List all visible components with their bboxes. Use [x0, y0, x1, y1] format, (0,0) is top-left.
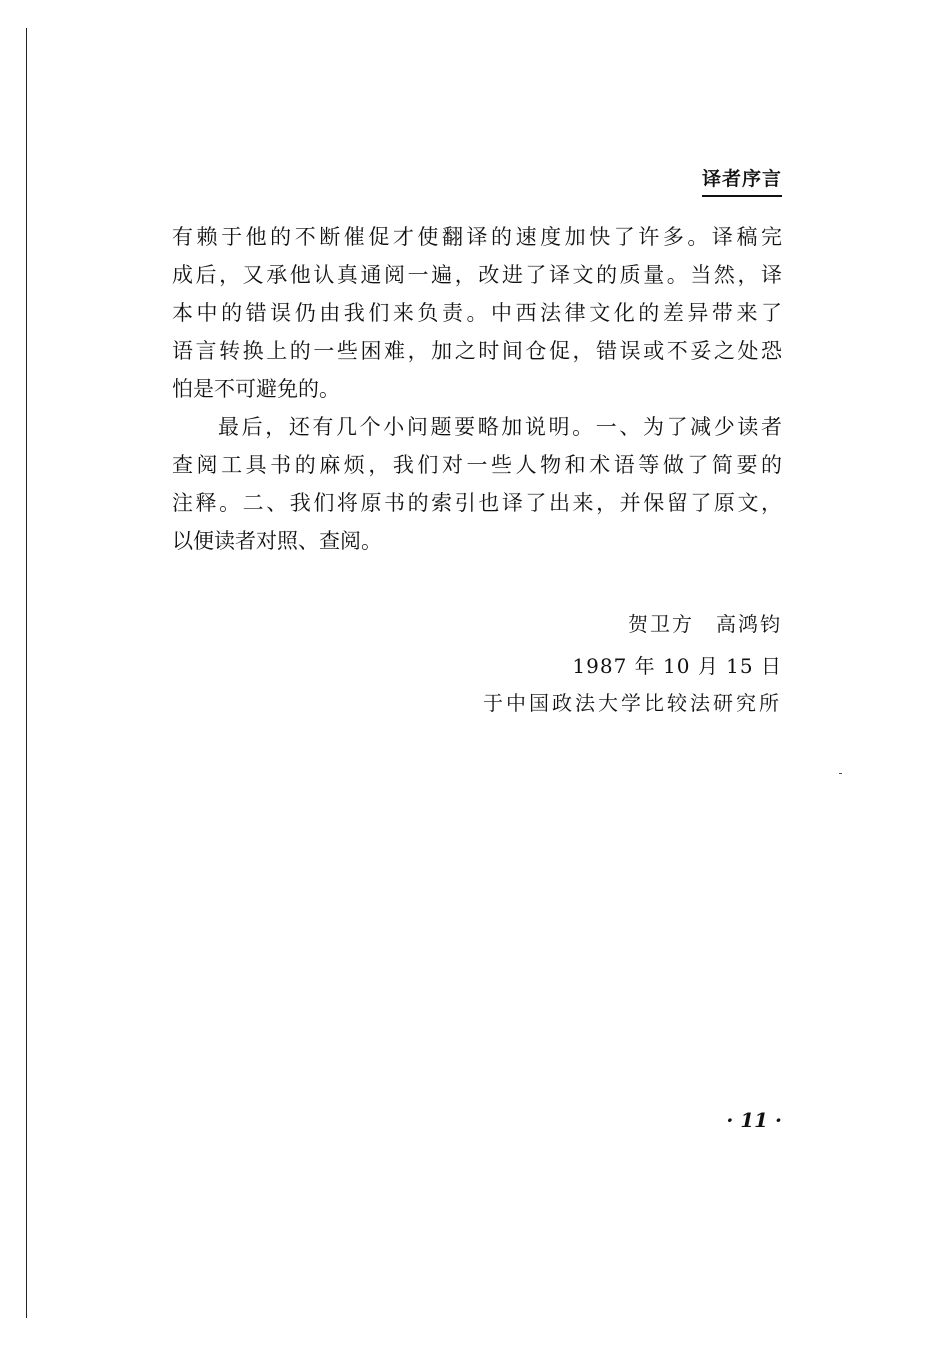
page-binding-line — [26, 28, 27, 1318]
text-line: 最后，还有几个小问题要略加说明。一、为了减少读者 — [218, 415, 782, 439]
signature-date: 1987 年 10 月 15 日 — [572, 654, 782, 678]
text-line: 成后，又承他认真通阅一遍，改进了译文的质量。当然，译 — [172, 263, 782, 287]
text-line: 本中的错误仍由我们来负责。中西法律文化的差异带来了 — [172, 301, 782, 325]
page-number: · 11 · — [726, 1108, 782, 1132]
paragraph-2 — [172, 408, 782, 560]
preface-body — [172, 218, 782, 560]
paragraph-1 — [172, 218, 782, 408]
text-line: 怕是不可避免的。 — [172, 377, 340, 401]
text-line: 以便读者对照、查阅。 — [172, 529, 382, 553]
text-line: 注释。二、我们将原书的索引也译了出来，并保留了原文， — [172, 491, 782, 515]
signature-place: 于中国政法大学比较法研究所 — [483, 691, 782, 715]
scan-speck — [839, 773, 842, 774]
text-line: 语言转换上的一些困难，加之时间仓促，错误或不妥之处恐 — [172, 339, 782, 363]
text-line: 查阅工具书的麻烦，我们对一些人物和术语等做了简要的 — [172, 453, 782, 477]
translator-names: 贺卫方 高鸿钧 — [628, 612, 782, 636]
text-line: 有赖于他的不断催促才使翻译的速度加快了许多。译稿完 — [172, 225, 782, 249]
running-header: 译者序言 — [702, 164, 782, 197]
